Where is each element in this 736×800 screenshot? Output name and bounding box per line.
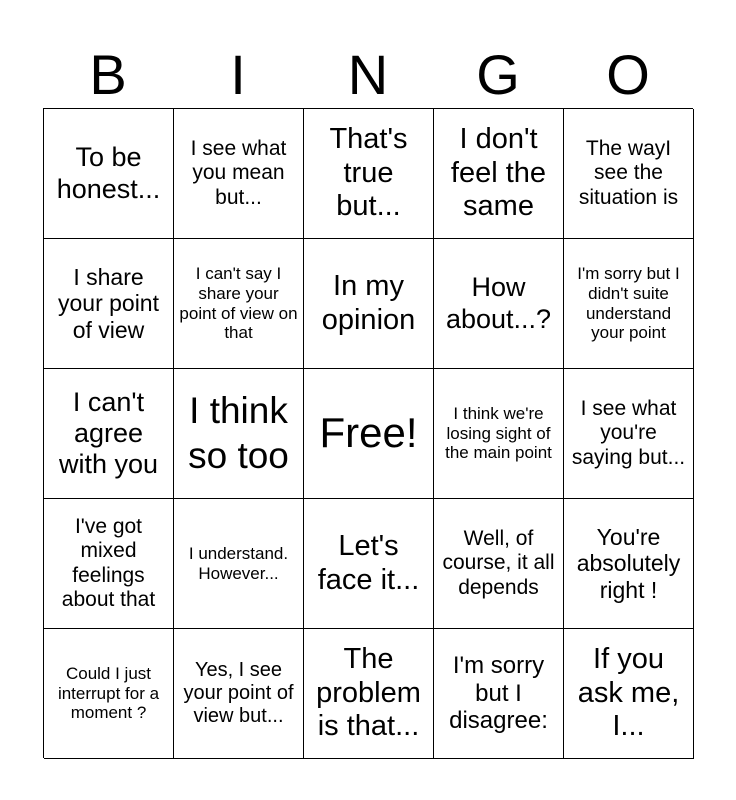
bingo-cell: Let's face it... — [304, 499, 434, 629]
bingo-cell: I share your point of view — [44, 239, 174, 369]
bingo-cell: That's true but... — [304, 109, 434, 239]
bingo-cell: If you ask me, I... — [564, 629, 694, 759]
bingo-cell: I'm sorry but I disagree: — [434, 629, 564, 759]
header-letter-g: G — [476, 43, 520, 106]
header-letter-n: N — [347, 43, 389, 106]
header-letter-o: O — [606, 43, 650, 106]
bingo-cell: I think so too — [174, 369, 304, 499]
bingo-cell: I'm sorry but I didn't suite understand your point — [564, 239, 694, 369]
bingo-cell: Yes, I see your point of view but... — [174, 629, 304, 759]
bingo-cell: To be honest... — [44, 109, 174, 239]
bingo-cell: I don't feel the same — [434, 109, 564, 239]
bingo-cell: The wayI see the situation is — [564, 109, 694, 239]
bingo-cell: I can't agree with you — [44, 369, 174, 499]
bingo-header — [43, 42, 693, 108]
bingo-cell: Well, of course, it all depends — [434, 499, 564, 629]
bingo-cell: How about...? — [434, 239, 564, 369]
bingo-cell: Could I just interrupt for a moment ? — [44, 629, 174, 759]
bingo-cell: I can't say I share your point of view on that — [174, 239, 304, 369]
bingo-cell: I see what you're saying but... — [564, 369, 694, 499]
bingo-cell: The problem is that... — [304, 629, 434, 759]
bingo-cell: In my opinion — [304, 239, 434, 369]
bingo-cell: You're absolutely right ! — [564, 499, 694, 629]
bingo-cell: I think we're losing sight of the main point — [434, 369, 564, 499]
header-letter-i: I — [230, 43, 246, 106]
bingo-cell: I see what you mean but... — [174, 109, 304, 239]
bingo-board — [43, 108, 693, 758]
free-space: Free! — [304, 369, 434, 499]
bingo-cell: I've got mixed feelings about that — [44, 499, 174, 629]
bingo-cell: I understand. However... — [174, 499, 304, 629]
header-letter-b: B — [89, 43, 127, 106]
